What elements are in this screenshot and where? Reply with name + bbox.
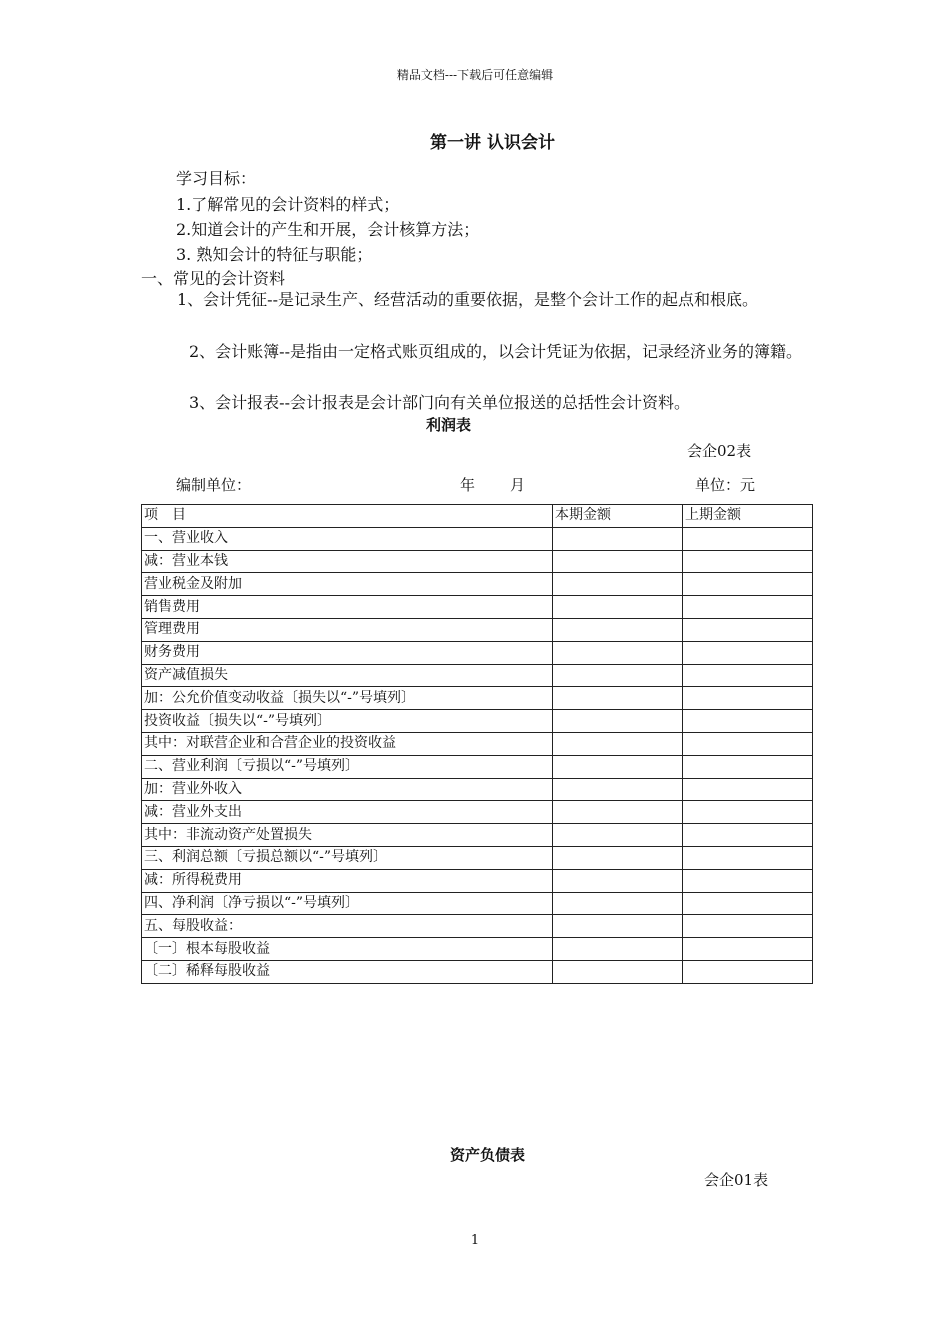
table-row	[142, 687, 813, 710]
current-amount-cell	[553, 641, 683, 664]
previous-amount-cell	[683, 687, 813, 710]
profit-form-code: 会企02表	[687, 442, 752, 460]
row-item-label: 管理费用	[142, 618, 553, 641]
unit-label: 单位：元	[695, 476, 756, 494]
previous-amount-cell	[683, 710, 813, 733]
row-item-label: 减：所得税费用	[142, 869, 553, 892]
row-item-label: 二、营业利润〔亏损以“-”号填列〕	[142, 755, 553, 778]
current-amount-cell	[553, 778, 683, 801]
previous-amount-cell	[683, 755, 813, 778]
previous-amount-cell	[683, 664, 813, 687]
page-number: 1	[470, 1233, 480, 1248]
table-row	[142, 892, 813, 915]
month-label: 月	[510, 476, 526, 494]
previous-amount-cell	[683, 846, 813, 869]
row-item-label: 三、利润总额〔亏损总额以“-”号填列〕	[142, 846, 553, 869]
row-item-label: 资产减值损失	[142, 664, 553, 687]
previous-amount-cell	[683, 869, 813, 892]
goal-item: 3. 熟知会计的特征与职能；	[176, 245, 373, 264]
previous-amount-cell	[683, 915, 813, 938]
paragraph-ledgers: 2、会计账簿--是指由一定格式账页组成的，以会计凭证为依据，记录经济业务的簿籍。	[189, 342, 802, 361]
current-amount-cell	[553, 869, 683, 892]
current-amount-cell	[553, 664, 683, 687]
current-amount-cell	[553, 801, 683, 824]
profit-statement-title: 利润表	[426, 416, 472, 434]
row-item-label: 减：营业本钱	[142, 550, 553, 573]
current-amount-cell	[553, 550, 683, 573]
table-header-row	[142, 505, 813, 528]
previous-amount-cell	[683, 527, 813, 550]
table-row	[142, 573, 813, 596]
current-amount-cell	[553, 618, 683, 641]
table-row	[142, 915, 813, 938]
column-header-item: 项 目	[142, 505, 553, 528]
row-item-label: 加：公允价值变动收益〔损失以“-”号填列〕	[142, 687, 553, 710]
row-item-label: 一、营业收入	[142, 527, 553, 550]
current-amount-cell	[553, 732, 683, 755]
profit-statement-table	[141, 504, 813, 984]
table-row	[142, 596, 813, 619]
table-row	[142, 641, 813, 664]
page-header: 精品文档---下载后可任意编辑	[396, 68, 554, 82]
balance-sheet-title: 资产负债表	[450, 1146, 526, 1164]
current-amount-cell	[553, 892, 683, 915]
previous-amount-cell	[683, 550, 813, 573]
current-amount-cell	[553, 824, 683, 847]
table-row	[142, 938, 813, 961]
paragraph-reports: 3、会计报表--会计报表是会计部门向有关单位报送的总括性会计资料。	[189, 393, 690, 412]
current-amount-cell	[553, 573, 683, 596]
table-row	[142, 618, 813, 641]
table-row	[142, 710, 813, 733]
table-row	[142, 755, 813, 778]
row-item-label: 其中：非流动资产处置损失	[142, 824, 553, 847]
current-amount-cell	[553, 687, 683, 710]
previous-amount-cell	[683, 892, 813, 915]
row-item-label: 四、净利润〔净亏损以“-”号填列〕	[142, 892, 553, 915]
prepared-by-label: 编制单位：	[176, 476, 252, 494]
current-amount-cell	[553, 755, 683, 778]
goal-item: 1.了解常见的会计资料的样式；	[176, 195, 400, 214]
row-item-label: 〔一〕根本每股收益	[142, 938, 553, 961]
year-label: 年	[460, 476, 476, 494]
row-item-label: 投资收益〔损失以“-”号填列〕	[142, 710, 553, 733]
balance-form-code: 会企01表	[704, 1171, 769, 1189]
row-item-label: 销售费用	[142, 596, 553, 619]
table-row	[142, 527, 813, 550]
goal-item: 2.知道会计的产生和开展，会计核算方法；	[176, 220, 480, 239]
previous-amount-cell	[683, 938, 813, 961]
current-amount-cell	[553, 846, 683, 869]
previous-amount-cell	[683, 641, 813, 664]
row-item-label: 营业税金及附加	[142, 573, 553, 596]
previous-amount-cell	[683, 732, 813, 755]
table-row	[142, 732, 813, 755]
page-title: 第一讲 认识会计	[430, 133, 555, 153]
previous-amount-cell	[683, 618, 813, 641]
column-header-current: 本期金额	[553, 505, 683, 528]
current-amount-cell	[553, 915, 683, 938]
section-heading: 一、常见的会计资料	[141, 269, 286, 288]
current-amount-cell	[553, 960, 683, 983]
goals-heading: 学习目标：	[176, 169, 257, 188]
previous-amount-cell	[683, 960, 813, 983]
table-row	[142, 550, 813, 573]
previous-amount-cell	[683, 596, 813, 619]
previous-amount-cell	[683, 778, 813, 801]
row-item-label: 其中：对联营企业和合营企业的投资收益	[142, 732, 553, 755]
row-item-label: 〔二〕稀释每股收益	[142, 960, 553, 983]
current-amount-cell	[553, 596, 683, 619]
paragraph-vouchers: 1、会计凭征--是记录生产、经营活动的重要依据，是整个会计工作的起点和根底。	[177, 290, 758, 309]
table-row	[142, 664, 813, 687]
table-row	[142, 960, 813, 983]
previous-amount-cell	[683, 801, 813, 824]
previous-amount-cell	[683, 573, 813, 596]
table-row	[142, 801, 813, 824]
table-row	[142, 869, 813, 892]
current-amount-cell	[553, 938, 683, 961]
row-item-label: 财务费用	[142, 641, 553, 664]
current-amount-cell	[553, 527, 683, 550]
row-item-label: 五、每股收益：	[142, 915, 553, 938]
table-row	[142, 846, 813, 869]
table-row	[142, 778, 813, 801]
table-row	[142, 824, 813, 847]
previous-amount-cell	[683, 824, 813, 847]
column-header-previous: 上期金额	[683, 505, 813, 528]
row-item-label: 加：营业外收入	[142, 778, 553, 801]
current-amount-cell	[553, 710, 683, 733]
row-item-label: 减：营业外支出	[142, 801, 553, 824]
